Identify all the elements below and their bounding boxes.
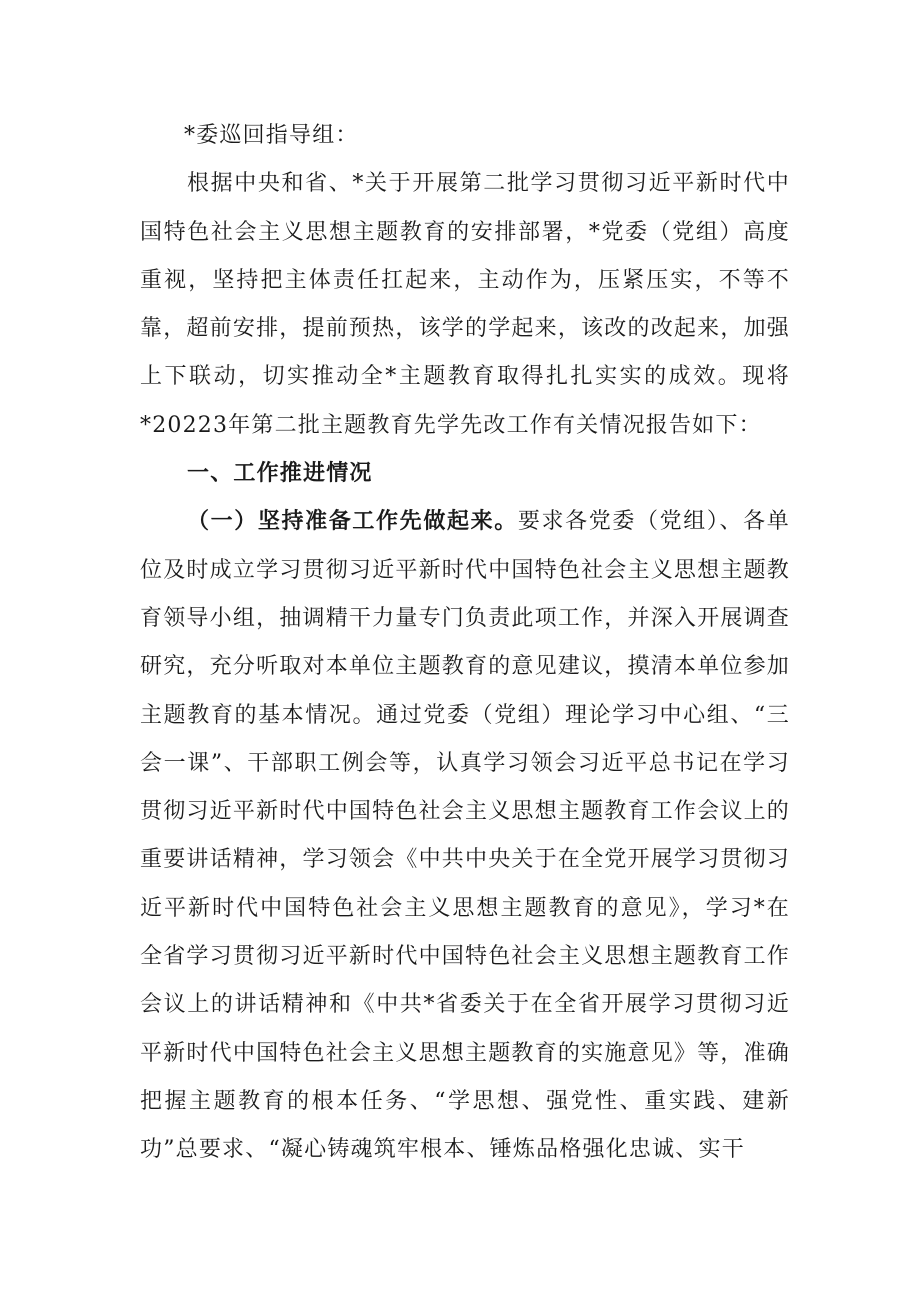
- subsection-lead: （一）坚持准备工作先做起来。: [187, 509, 518, 535]
- subsection-body: 要求各党委（党组）、各单位及时成立学习贯彻习近平新时代中国特色社会主义思想主题教育领导小组，抽调精干力量专门负责此项工作，并深入开展调查研究，充分听取对本单位主题教育的意见建议，摸清本单位参加主题教育的基本情况。通过党委（党组）理论学习中心组、“三会一课”、干部职工例会等，认真学习领会习近平总书记在学习贯彻习近平新时代中国特色社会主义思想主题教育工作会议上的重要讲话精神，学习领会《中共中央关于在全党开展学习贯彻习近平新时代中国特色社会主义思想主题教育的意见》，学习*在全省学习贯彻习近平新时代中国特色社会主义思想主题教育工作会议上的讲话精神和《中共*省委关于在全省开展学习贯彻习近平新时代中国特色社会主义思想主题教育的实施意见》等，准确把握主题教育的根本任务、“学思想、强党性、重实践、建新功”总要求、“凝心铸魂筑牢根本、锤炼品格强化忠诚、实干: [140, 509, 790, 1163]
- salutation: *委巡回指导组：: [184, 123, 359, 148]
- intro-paragraph: 根据中央和省、*关于开展第二批学习贯彻习近平新时代中国特色社会主义思想主题教育的安排部署，*党委（党组）高度重视，坚持把主体责任扛起来，主动作为，压紧压实，不等不靠，超前安排，提前预热，该学的学起来，该改的改起来，加强上下联动，切实推动全*主题教育取得扎扎实实的成效。现将*20223年第二批主题教育先学先改工作有关情况报告如下：: [140, 171, 790, 438]
- subsection-paragraph: [140, 498, 790, 1174]
- section-heading: 一、工作推进情况: [187, 461, 373, 487]
- document-body: [140, 112, 790, 1175]
